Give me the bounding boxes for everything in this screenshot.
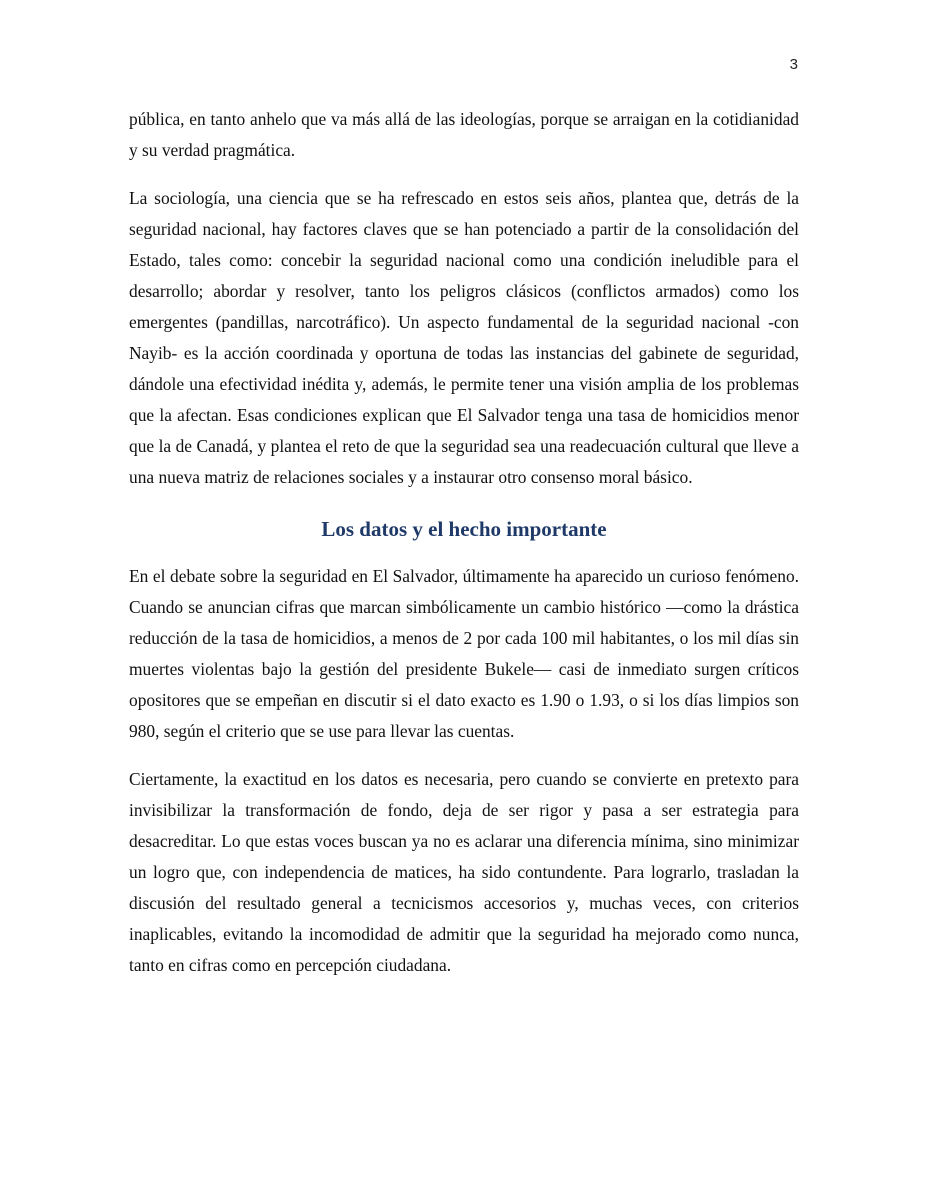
paragraph-continuation: pública, en tanto anhelo que va más allá de las ideologías, porque se arraigan en la cotidianidad y su verdad pragmática.: [129, 109, 799, 160]
paragraph-debate: En el debate sobre la seguridad en El Salvador, últimamente ha aparecido un curioso fenómeno. Cuando se anuncian cifras que marcan simbólicamente un cambio histórico —como la drástica reducción de la tasa de homicidios, a menos de 2 por cada 100 mil habitantes, o los mil días sin muertes violentas bajo la gestión del presidente Bukele— casi de inmediato surgen críticos opositores que se empeñan en discutir si el dato exacto es 1.90 o 1.93, o si los días limpios son 980, según el criterio que se use para llevar las cuentas.: [129, 566, 799, 741]
paragraph-accuracy: Ciertamente, la exactitud en los datos es necesaria, pero cuando se convierte en pretexto para invisibilizar la transformación de fondo, deja de ser rigor y pasa a ser estrategia para desacreditar. Lo que estas voces buscan ya no es aclarar una diferencia mínima, sino minimizar un logro que, con independencia de matices, ha sido contundente. Para lograrlo, trasladan la discusión del resultado general a tecnicismos accesorios y, muchas veces, con criterios inaplicables, evitando la incomodidad de admitir que la seguridad ha mejorado como nunca, tanto en cifras como en percepción ciudadana.: [129, 769, 799, 975]
document-body: [129, 104, 799, 998]
paragraph-sociology: La sociología, una ciencia que se ha refrescado en estos seis años, plantea que, detrás de la seguridad nacional, hay factores claves que se han potenciado a partir de la consolidación del Estado, tales como: concebir la seguridad nacional como una condición ineludible para el desarrollo; abordar y resolver, tanto los peligros clásicos (conflictos armados) como los emergentes (pandillas, narcotráfico). Un aspecto fundamental de la seguridad nacional -con Nayib- es la acción coordinada y oportuna de todas las instancias del gabinete de seguridad, dándole una efectividad inédita y, además, le permite tener una visión amplia de los problemas que la afectan. Esas condiciones explican que El Salvador tenga una tasa de homicidios menor que la de Canadá, y plantea el reto de que la seguridad sea una readecuación cultural que lleve a una nueva matriz de relaciones sociales y a instaurar otro consenso moral básico.: [129, 188, 799, 487]
section-heading: Los datos y el hecho importante: [321, 517, 607, 541]
page-number: 3: [789, 56, 798, 73]
